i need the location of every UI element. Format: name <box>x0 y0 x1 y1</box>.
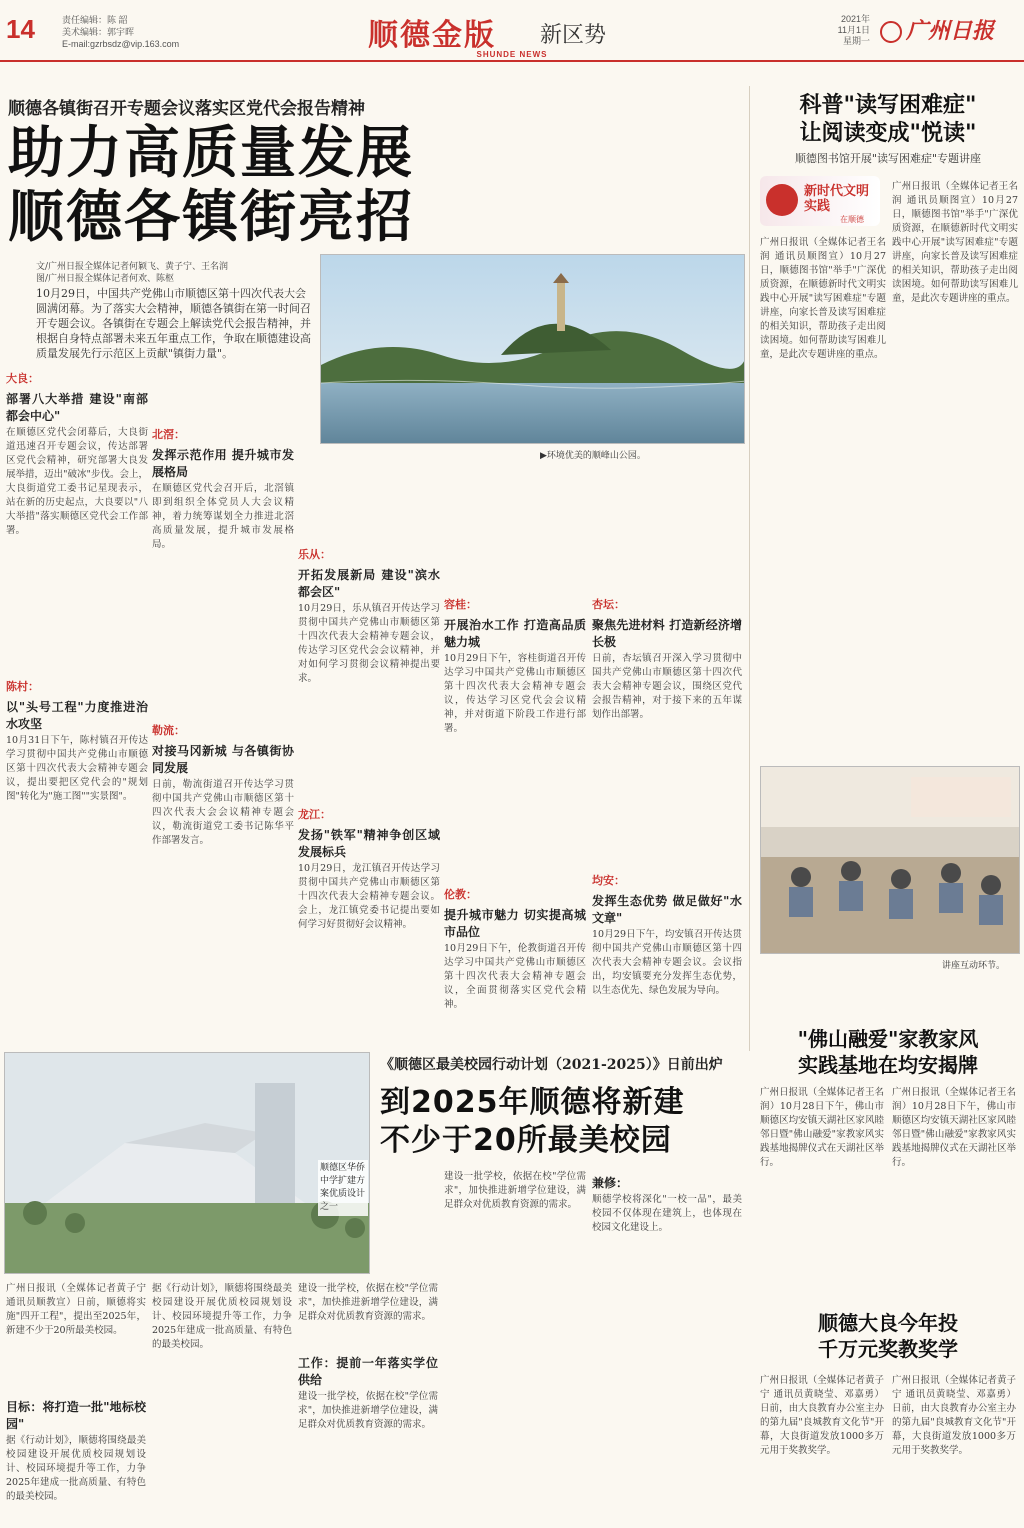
body-text: 日前，勒流街道召开传达学习贯彻中国共产党佛山市顺德区第十四次代表大会会议精神专题会议，勒流街道党工委书记陈华平作部署发言。 <box>152 779 294 846</box>
editor-line: 责任编辑：陈 韶 <box>62 15 128 25</box>
lead-intro: 10月29日，中国共产党佛山市顺德区第十四次代表大会圆满闭幕。为了落实大会精神，顺德各镇街在第一时间召开专题会议。各镇街在专题会上解读党代会报告精神，并根据自身特点部署未来五年重点工作，争取在顺德建设高质量发展先行示范区上贡献"镇街力量"。 <box>36 287 311 360</box>
photo-caption: ▶环境优美的顺峰山公园。 <box>540 451 646 461</box>
headline-line: 顺德大良今年投 <box>818 1311 958 1335</box>
story-body: 广州日报讯（全媒体记者王名润）10月28日下午，佛山市顺德区均安镇天湖社区家风睦邻日暨"佛山融爱"家教家风实践基地揭牌仪式在天湖社区举行。 <box>892 1087 1016 1168</box>
section-title: 顺德金版 <box>368 18 496 53</box>
editor-email: E-mail:gzrbsdz@vip.163.com <box>62 39 180 49</box>
story-body: 广州日报讯（全媒体记者黄子宁 通讯员黄晓莹、邓嘉勇）日前，由大良教育办公室主办的第九届"良城教育文化节"开幕，大良街道发放1000多万元用于奖教奖学。 <box>892 1375 1016 1456</box>
lead-story <box>0 86 750 1051</box>
story-body: 建设一批学校，依据在校"学位需求"，加快推进新增学位建设，满足群众对优质教育资源的需求。 <box>444 1171 586 1210</box>
newspaper-logo <box>880 14 994 45</box>
headline-line: 让阅读变成"悦读" <box>799 121 977 146</box>
headline-line: 千万元奖教奖学 <box>818 1337 958 1361</box>
lead-column <box>592 466 742 998</box>
place-label: 均安： <box>592 874 625 887</box>
lead-byline <box>36 261 228 285</box>
photo-caption: 讲座互动环节。 <box>942 961 1006 971</box>
badge-sub: 在顺德 <box>840 215 864 224</box>
story-body: 广州日报讯（全媒体记者王名润）10月28日下午，佛山市顺德区均安镇天湖社区家风睦邻日暨"佛山融爱"家教家风实践基地揭牌仪式在天湖社区举行。 <box>760 1087 884 1168</box>
park-landscape-image <box>321 255 745 444</box>
bottom-kicker: 《顺德区最美校园行动计划（2021-2025）》日前出炉 <box>380 1057 723 1073</box>
section-subheading: 以"头号工程"力度推进治水攻坚 <box>6 700 148 731</box>
lead-column <box>298 466 440 932</box>
issue-date <box>810 14 870 47</box>
body-text: 建设一批学校，依据在校"学位需求"，加快推进新增学位建设，满足群众对优质教育资源的需求。 <box>298 1391 438 1430</box>
place-label: 容桂： <box>444 598 477 611</box>
section-subheading: 开展治水工作 打造高品质魅力城 <box>444 618 586 649</box>
body-text: 据《行动计划》，顺德将围绕最美校园建设开展优质校园规划设计、校园环境提升等工作，力争2025年建成一批高质量、有特色的最美校园。 <box>6 1435 146 1502</box>
body-text: 建设一批学校，依据在校"学位需求"，加快推进新增学位建设，满足群众对优质教育资源的需求。 <box>298 1283 438 1322</box>
place-label: 陈村： <box>6 680 39 693</box>
body-text: 日前，杏坛镇召开深入学习贯彻中国共产党佛山市顺德区第十四次代表大会精神专题会议，围绕区党代会报告精神，对于接下来的五年谋划作出部署。 <box>592 653 742 720</box>
masthead <box>0 0 1024 62</box>
campus-rendering <box>4 1052 370 1274</box>
lead-headline <box>8 122 414 250</box>
section-subheading: 兼修： <box>592 1176 629 1190</box>
body-text: 顺德学校将深化"一校一品"，最美校园不仅体现在建筑上，也体现在校园文化建设上。 <box>592 1194 742 1233</box>
lecture-photo <box>760 766 1020 954</box>
date-year: 2021年 <box>840 14 870 24</box>
lead-headline-line: 顺德各镇街亮招 <box>8 185 414 250</box>
byline-text: 文/广州日报全媒体记者何颖飞、黄子宁、王名润 <box>36 262 229 272</box>
place-label: 伦教： <box>444 888 477 901</box>
section-subtitle: 新区势 <box>540 23 607 48</box>
reading-story <box>752 86 1024 1026</box>
lead-column <box>6 366 148 804</box>
section-subheading: 对接马冈新城 与各镇街协同发展 <box>152 744 294 775</box>
section-subheading: 发挥示范作用 提升城市发展格局 <box>152 448 294 479</box>
section-subheading: 目标：将打造一批"地标校园" <box>6 1400 146 1431</box>
body-text: 10月29日下午，容桂街道召开传达学习中国共产党佛山市顺德区第十四次代表大会精神专题会议，传达学习区党代会会议精神，并对街道下阶段工作进行部署。 <box>444 653 586 734</box>
newspaper-name: 广州日报 <box>906 18 995 44</box>
family-story-headline <box>752 1026 1024 1078</box>
section-subheading: 工作：提前一年落实学位供给 <box>298 1356 438 1387</box>
place-label: 乐从： <box>298 548 331 561</box>
date-weekday: 星期一 <box>842 36 870 46</box>
story-body <box>592 1170 742 1235</box>
story-body <box>298 1282 438 1432</box>
lead-column <box>152 366 294 848</box>
editor-line: 美术编辑：郭宇晖 <box>62 27 135 37</box>
bottom-headline <box>380 1084 685 1160</box>
body-text: 10月29日，龙江镇召开传达学习贯彻中国共产党佛山市顺德区第十四次代表大会精神专题会议。会上，龙江镇党委书记提出要如何学习好贯彻好会议精神。 <box>298 863 440 930</box>
story-body: 据《行动计划》，顺德将围绕最美校园建设开展优质校园规划设计、校园环境提升等工作，力争2025年建成一批高质量、有特色的最美校园。 <box>152 1283 292 1350</box>
body-text: 10月29日下午，伦教街道召开传达学习中国共产党佛山市顺德区第十四次代表大会精神专题会议，全面贯彻落实区党代会精神。 <box>444 943 586 1010</box>
place-label: 勒流： <box>152 724 185 737</box>
section-subheading: 聚焦先进材料 打造新经济增长极 <box>592 618 742 649</box>
section-subheading: 开拓发展新局 建设"滨水都会区" <box>298 568 440 599</box>
award-story-headline <box>752 1310 1024 1362</box>
page-number: 14 <box>6 14 35 44</box>
headline-line: 科普"读写困难症" <box>799 93 977 118</box>
section-subheading: 发扬"铁军"精神争创区域发展标兵 <box>298 828 440 859</box>
photo-caption: 顺德区华侨中学扩建方案优质设计之一 <box>318 1160 368 1216</box>
story-body <box>6 1282 146 1504</box>
headline-line: 不少于20所最美校园 <box>380 1123 672 1158</box>
lead-kicker: 顺德各镇街召开专题会议落实区党代会报告精神 <box>8 99 365 119</box>
body-text: 10月29日下午，均安镇召开传达贯彻中国共产党佛山市顺德区第十四次代表大会精神专题会议。会议指出，均安镇要充分发挥生态优势，以生态优先、绿色发展为导向。 <box>592 929 742 996</box>
lecture-room-image <box>761 767 1020 954</box>
story-subhead: 顺德图书馆开展"读写困难症"专题讲座 <box>794 152 982 165</box>
headline-line: "佛山融爱"家教家风 <box>797 1027 979 1051</box>
body-text: 在顺德区党代会闭幕后，大良街道迅速召开专题会议，传达部署区党代会精神，研究部署大良发展举措，迈出"破冰"步伐。会上，大良街道党工委书记星现表示，站在新的历史起点，大良要以"八大举措"落实顺德区党代会工作部署。 <box>6 427 148 536</box>
section-subheading: 发挥生态优势 做足做好"水文章" <box>592 894 742 925</box>
party-emblem-icon <box>766 184 798 216</box>
body-text: 10月31日下午，陈村镇召开传达学习贯彻中国共产党佛山市顺德区第十四次代表大会精神专题会议，提出要把区党代会的"规划图"转化为"施工图""实景图"。 <box>6 735 148 802</box>
place-label: 龙江： <box>298 808 331 821</box>
place-label: 大良： <box>6 372 39 385</box>
date-day: 11月1日 <box>837 25 870 35</box>
place-label: 北滘： <box>152 428 185 441</box>
story-body: 广州日报讯（全媒体记者王名润 通讯员顺图宣）10月27日，顺德图书馆"举手"广深优质资源，在顺德新时代文明实践中心开展"读写困难症"专题讲座，向家长普及读写困难症的相关知识，帮助孩子走出阅读困境。如何帮助读写困难儿童，是此次专题讲座的重点。 <box>892 181 1018 304</box>
campus-aerial-image <box>5 1053 370 1274</box>
editor-credits <box>62 14 179 50</box>
story-headline <box>752 92 1024 148</box>
story-body: 广州日报讯（全媒体记者王名润 通讯员顺图宣）10月27日，顺德图书馆"举手"广深优质资源，在顺德新时代文明实践中心开展"读写困难症"专题讲座，向家长普及读写困难症的相关知识，帮助孩子走出阅读困境。如何帮助读写困难儿童，是此次专题讲座的重点。 <box>760 237 886 360</box>
story-body: 广州日报讯（全媒体记者黄子宁 通讯员黄晓莹、邓嘉勇）日前，由大良教育办公室主办的第九届"良城教育文化节"开幕，大良街道发放1000多万元用于奖教奖学。 <box>760 1375 884 1456</box>
body-text: 广州日报讯（全媒体记者黄子宁 通讯员顺教宣）日前，顺德将实施"四开工程"，提出至2025年，新建不少于20所最美校园。 <box>6 1283 146 1336</box>
headline-line: 实践基地在均安揭牌 <box>798 1053 978 1077</box>
body-text: 10月29日，乐从镇召开传达学习贯彻中国共产党佛山市顺德区第十四次代表大会精神专题会议，传达学习区党代会会议精神，并对如何学习贯彻会议精神提出要求。 <box>298 603 440 684</box>
byline-photo: 图/广州日报全媒体记者何欢、陈枢 <box>36 274 175 284</box>
lead-headline-line: 助力高质量发展 <box>8 121 414 186</box>
place-label: 杏坛： <box>592 598 625 611</box>
headline-line: 到2025年顺德将新建 <box>380 1085 685 1120</box>
park-photo <box>320 254 745 444</box>
logo-emblem-icon <box>880 21 902 43</box>
lead-column <box>444 466 586 1012</box>
civilization-badge <box>760 176 880 226</box>
section-subheading: 部署八大举措 建设"南部都会中心" <box>6 392 148 423</box>
body-text: 在顺德区党代会召开后，北滘镇即到组织全体党员人大会议精神，着力统筹谋划全力推进北滘高质量发展，提升城市发展格局。 <box>152 483 294 550</box>
section-bar: SHUNDE NEWS <box>476 50 548 59</box>
section-subheading: 提升城市魅力 切实提高城市品位 <box>444 908 586 939</box>
badge-title: 新时代文明实践 <box>804 184 870 214</box>
